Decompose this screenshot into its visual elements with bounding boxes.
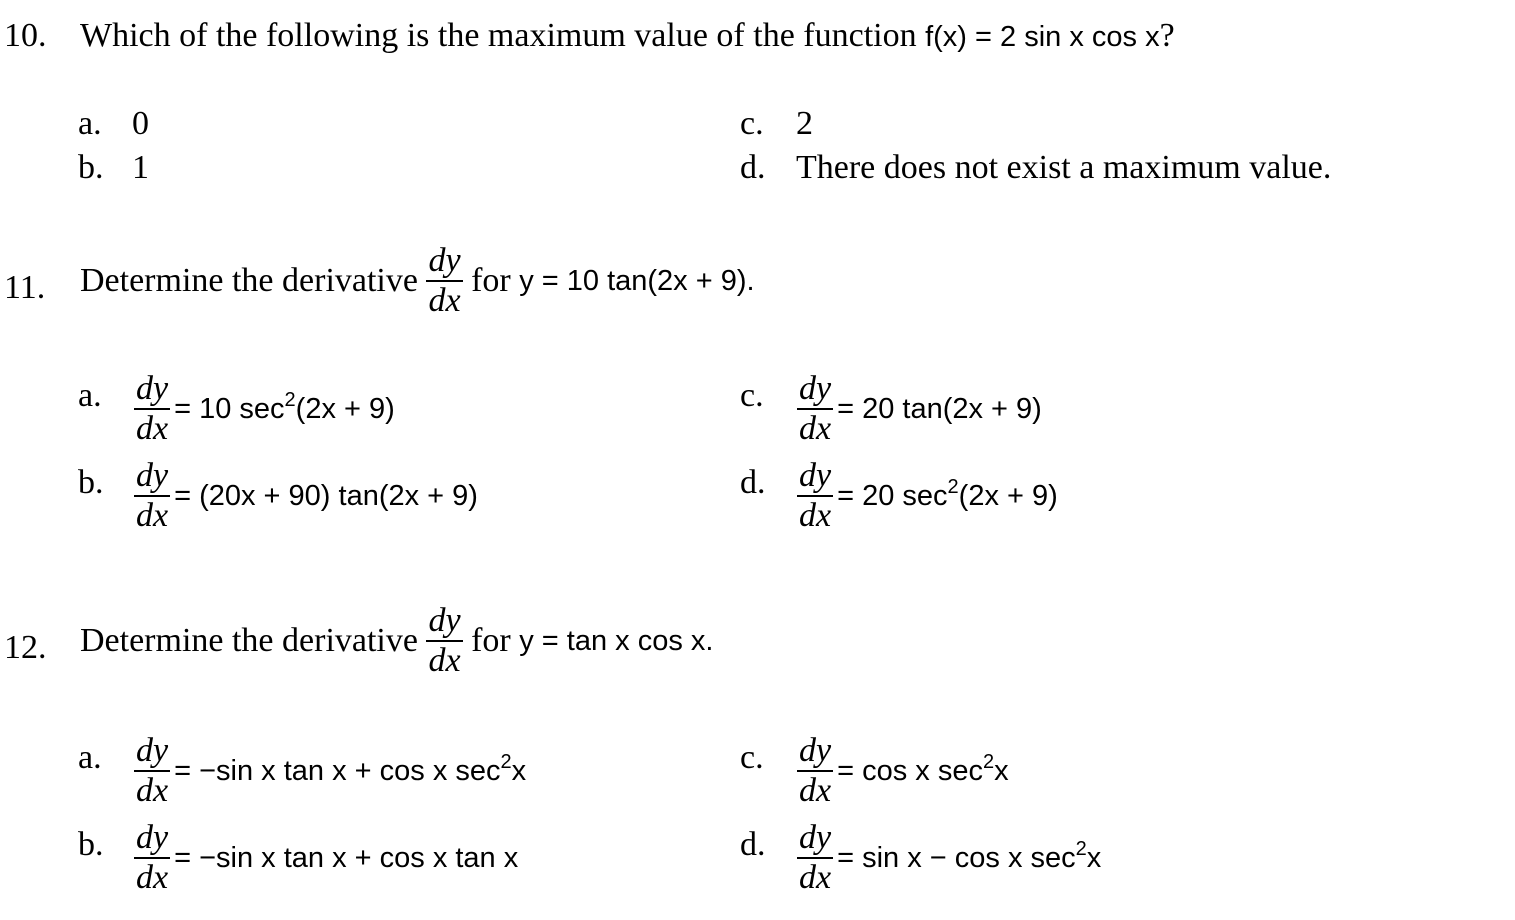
option-b-text[interactable]: 1	[132, 149, 149, 186]
function-expression: y = tan x cos x.	[519, 625, 714, 657]
option-label: c.	[740, 377, 764, 414]
option-label: b.	[78, 464, 104, 501]
option-d-expression[interactable]: $\frac{dy}{dx}$ = 20 $\sec^2(2x + 9)$	[799, 457, 1058, 534]
function-expression: y = 10 tan(2x + 9).	[519, 265, 755, 297]
option-label: c.	[740, 105, 764, 142]
question-prompt: Determine the derivative $\frac{dy}{dx}$ for y = tan x cos x.	[80, 602, 714, 679]
option-c-text[interactable]: 2	[796, 105, 813, 142]
option-label: d.	[740, 149, 766, 186]
option-label: d.	[740, 826, 766, 863]
option-label: d.	[740, 464, 766, 501]
option-label: b.	[78, 826, 104, 863]
option-label: a.	[78, 377, 102, 414]
option-c-expression[interactable]: $\frac{dy}{dx}$ = cos x $\sec^2x$	[799, 732, 1009, 809]
option-label: a.	[78, 105, 102, 142]
option-label: b.	[78, 149, 104, 186]
option-a-expression[interactable]: $\frac{dy}{dx}$ = −sin x tan x + cos x $\sec^2x$	[136, 732, 527, 809]
option-d-text[interactable]: There does not exist a maximum value.	[796, 149, 1332, 186]
option-label: a.	[78, 739, 102, 776]
question-prompt: Determine the derivative $\frac{dy}{dx}$ for y = 10 tan(2x + 9).	[80, 242, 755, 319]
option-a-text[interactable]: 0	[132, 105, 149, 142]
option-b-expression[interactable]: $\frac{dy}{dx}$ = −sin x tan x + cos x tan x	[136, 819, 519, 896]
option-label: c.	[740, 739, 764, 776]
function-expression: f(x) = 2 sin x cos x	[925, 21, 1160, 53]
option-c-expression[interactable]: $\frac{dy}{dx}$ = 20 tan(2x + 9)	[799, 370, 1042, 447]
question-number: 12.	[4, 629, 47, 666]
question-number: 10.	[4, 17, 47, 54]
question-prompt: Which of the following is the maximum value of the function f(x) = 2 sin x cos x?	[80, 17, 1175, 54]
derivative-fraction: $\frac{dy}{dx}$	[428, 602, 461, 679]
option-b-expression[interactable]: $\frac{dy}{dx}$ = (20x + 90) tan(2x + 9)	[136, 457, 478, 534]
derivative-fraction: $\frac{dy}{dx}$	[428, 242, 461, 319]
question-number: 11.	[4, 269, 46, 306]
option-a-expression[interactable]: $\frac{dy}{dx}$ = 10 $\sec^2(2x + 9)$	[136, 370, 395, 447]
option-d-expression[interactable]: $\frac{dy}{dx}$ = sin x − cos x $\sec^2x$	[799, 819, 1102, 896]
